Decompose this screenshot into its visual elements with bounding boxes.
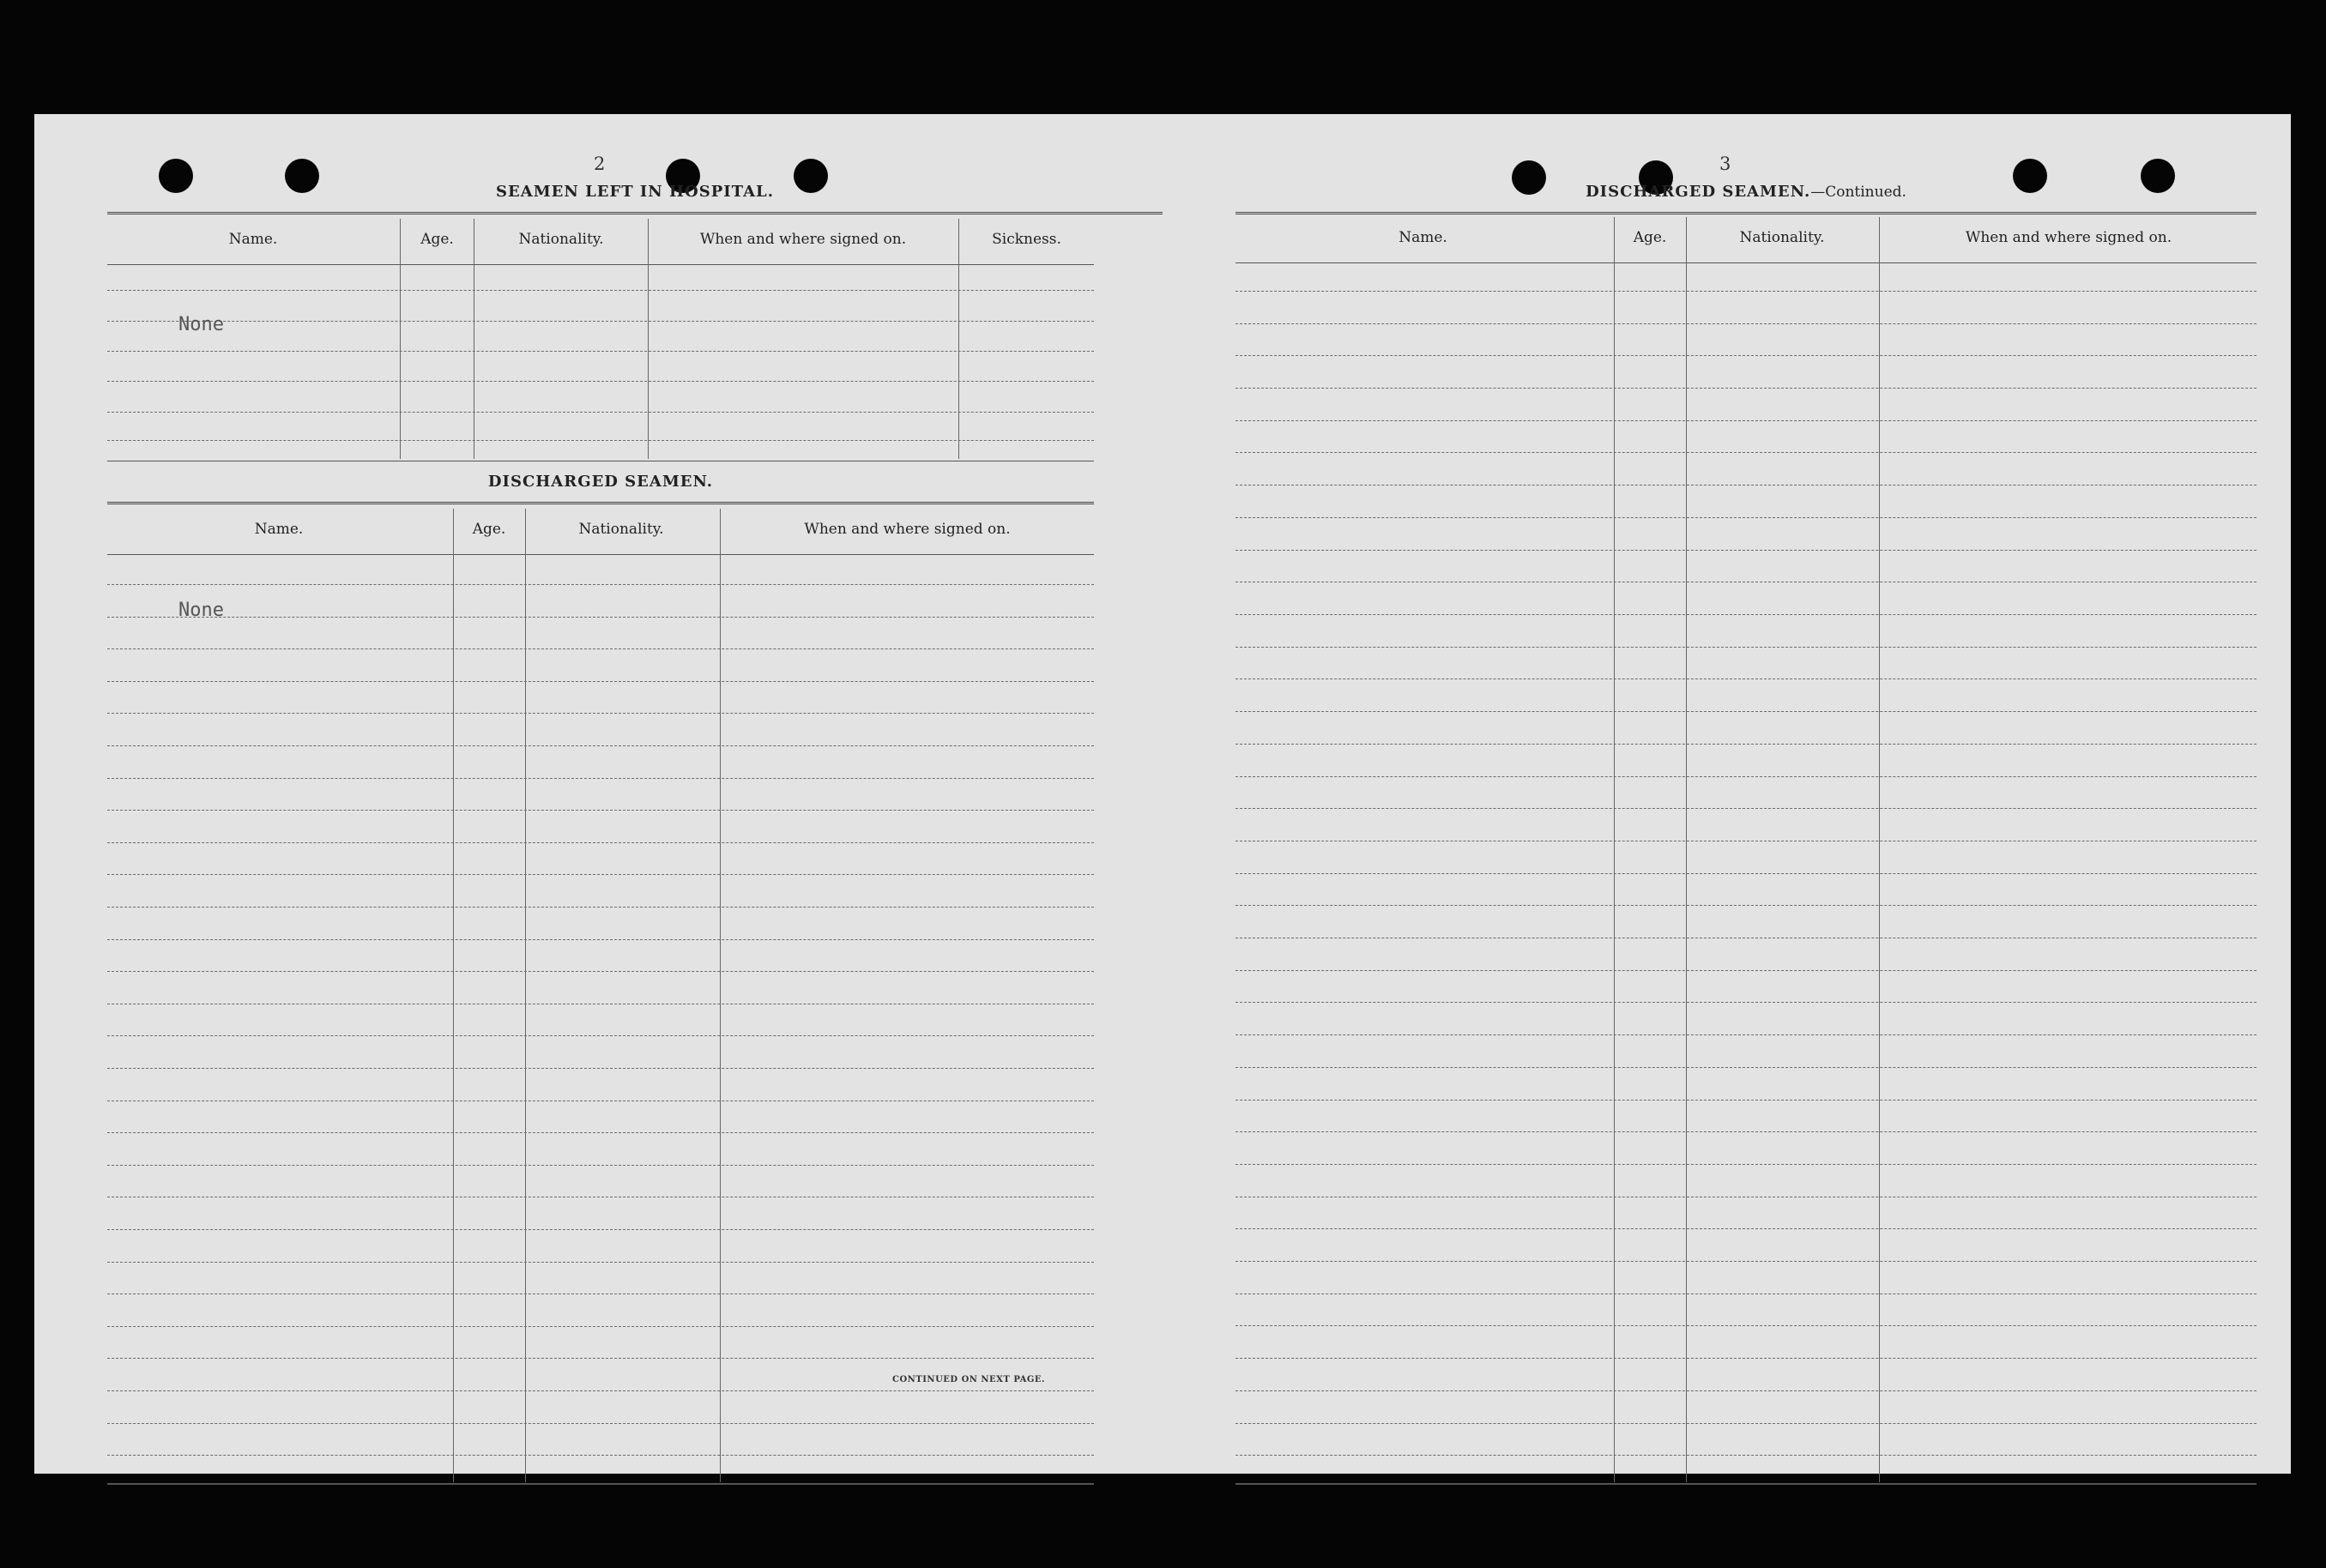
row-rule	[1235, 1100, 2257, 1101]
row-rule	[107, 778, 1094, 779]
row-rule	[1235, 550, 2257, 551]
hospital-entry-none: None	[178, 314, 224, 335]
row-rule	[1235, 1390, 2257, 1391]
ledger-sheet	[34, 114, 2291, 1474]
row-rule	[1235, 905, 2257, 906]
row-rule	[1235, 776, 2257, 777]
row-rule	[1235, 323, 2257, 324]
row-rule	[1235, 808, 2257, 809]
row-rule	[1235, 1423, 2257, 1424]
discharged-bottom-rule	[107, 1483, 1094, 1485]
row-rule	[1235, 1002, 2257, 1003]
column-divider	[525, 509, 526, 1482]
discharged-entry-none: None	[178, 600, 224, 621]
column-divider	[1879, 217, 1880, 1482]
column-divider	[958, 219, 959, 459]
row-rule	[107, 1262, 1094, 1263]
right-col-nationality: Nationality.	[1739, 229, 1825, 246]
row-rule	[1235, 1067, 2257, 1068]
row-rule	[1235, 452, 2257, 453]
row-rule	[1235, 744, 2257, 745]
column-divider	[1614, 217, 1615, 1482]
row-rule	[107, 1165, 1094, 1166]
right-col-age: Age.	[1633, 229, 1667, 246]
row-rule	[1235, 647, 2257, 648]
row-rule	[1235, 1034, 2257, 1035]
row-rule	[107, 1132, 1094, 1133]
row-rule	[1235, 1325, 2257, 1326]
row-rule	[107, 874, 1094, 875]
row-rule	[1235, 517, 2257, 518]
column-divider	[648, 219, 649, 459]
discharged-continued-main: DISCHARGED SEAMEN.	[1586, 183, 1811, 201]
discharged-col-signed-on: When and where signed on.	[804, 521, 1011, 538]
row-rule	[1235, 678, 2257, 679]
right-header-rule	[1235, 262, 2257, 263]
row-rule	[107, 681, 1094, 682]
row-rule	[107, 1358, 1094, 1359]
row-rule	[107, 321, 1094, 322]
row-rule	[1235, 970, 2257, 971]
row-rule	[107, 1229, 1094, 1230]
row-rule	[107, 584, 1094, 585]
hospital-col-sickness: Sickness.	[992, 231, 1061, 248]
right-col-name: Name.	[1399, 229, 1447, 246]
row-rule	[1235, 873, 2257, 874]
right-bottom-rule	[1235, 1483, 2257, 1485]
row-rule	[1235, 1261, 2257, 1262]
discharged-section-title: DISCHARGED SEAMEN.	[487, 473, 714, 491]
row-rule	[107, 351, 1094, 352]
hospital-header-rule	[107, 264, 1094, 265]
discharged-col-age: Age.	[472, 521, 506, 538]
column-divider	[453, 509, 454, 1482]
row-rule	[1235, 1131, 2257, 1132]
row-rule	[107, 939, 1094, 940]
column-divider	[1686, 217, 1687, 1482]
discharged-header-rule	[107, 554, 1094, 555]
row-rule	[1235, 614, 2257, 615]
row-rule	[107, 648, 1094, 649]
row-rule	[107, 440, 1094, 441]
row-rule	[107, 617, 1094, 618]
column-divider	[400, 219, 401, 459]
row-rule	[1235, 355, 2257, 356]
page-number-right: 3	[1719, 154, 1731, 174]
continued-footer: CONTINUED ON NEXT PAGE.	[892, 1375, 1046, 1384]
row-rule	[107, 745, 1094, 746]
hospital-col-signed-on: When and where signed on.	[699, 231, 907, 248]
row-rule	[107, 290, 1094, 291]
column-divider	[720, 509, 721, 1482]
row-rule	[1235, 1358, 2257, 1359]
row-rule	[1235, 1455, 2257, 1456]
row-rule	[107, 1068, 1094, 1069]
row-rule	[107, 842, 1094, 843]
discharged-continued-suffix: —Continued.	[1810, 184, 1906, 201]
discharged-title-rule	[107, 502, 1094, 506]
row-rule	[107, 412, 1094, 413]
row-rule	[1235, 1228, 2257, 1229]
hospital-col-nationality: Nationality.	[518, 231, 604, 248]
row-rule	[107, 1455, 1094, 1456]
row-rule	[1235, 291, 2257, 292]
row-rule	[1235, 711, 2257, 712]
row-rule	[107, 971, 1094, 972]
row-rule	[107, 1423, 1094, 1424]
discharged-col-name: Name.	[254, 521, 304, 538]
hospital-title-rule	[107, 212, 1163, 216]
right-title-rule	[1235, 212, 2257, 216]
row-rule	[1235, 1164, 2257, 1165]
right-col-signed-on: When and where signed on.	[1965, 229, 2172, 246]
row-rule	[107, 1390, 1094, 1391]
discharged-continued-title	[1235, 183, 2257, 201]
row-rule	[107, 381, 1094, 382]
row-rule	[107, 713, 1094, 714]
row-rule	[107, 1326, 1094, 1327]
row-rule	[107, 907, 1094, 908]
row-rule	[1235, 388, 2257, 389]
hospital-col-age: Age.	[420, 231, 454, 248]
row-rule	[107, 1035, 1094, 1036]
page-number-left: 2	[594, 154, 606, 174]
row-rule	[1235, 420, 2257, 421]
hospital-col-name: Name.	[228, 231, 278, 248]
hospital-section-title: SEAMEN LEFT IN HOSPITAL.	[496, 183, 774, 201]
discharged-col-nationality: Nationality.	[578, 521, 664, 538]
row-rule	[107, 810, 1094, 811]
